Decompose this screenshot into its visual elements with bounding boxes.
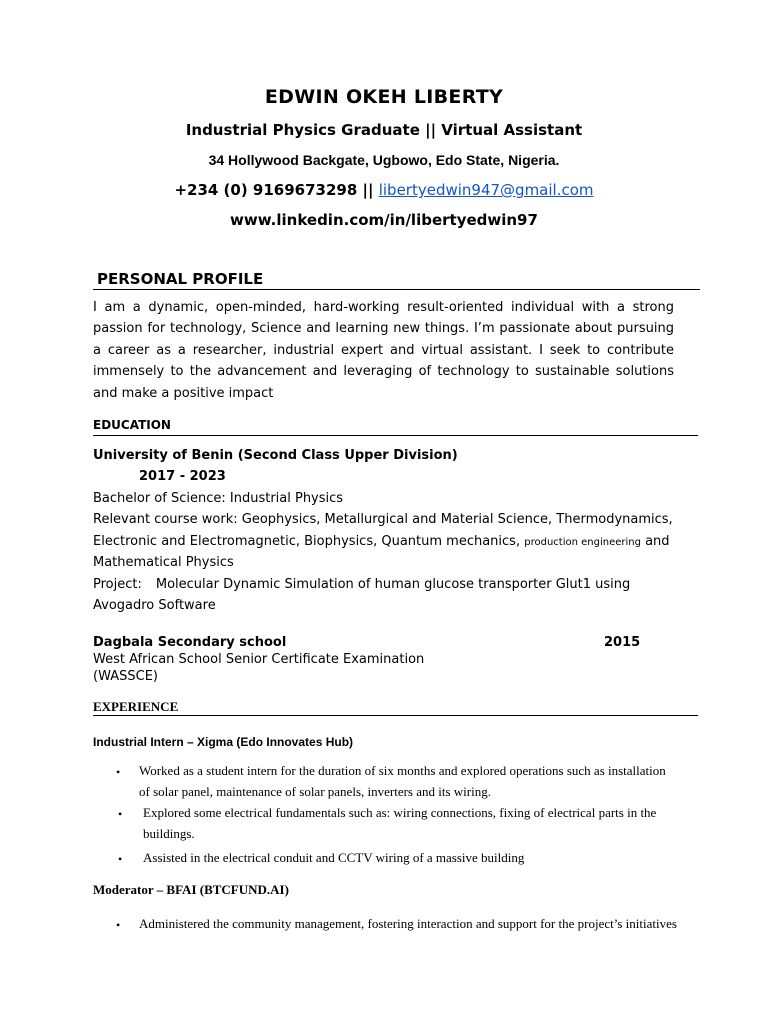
contact-line xyxy=(0,181,768,199)
job-1-bullet-1-line-1: Worked as a student intern for the duration of six months and explored operations such as installation xyxy=(139,763,666,778)
coursework-line-2-main: Electronic and Electromagnetic, Biophysics, Quantum mechanics, xyxy=(93,534,521,549)
job-1-bullet-2 xyxy=(143,802,656,844)
coursework-line-2 xyxy=(93,534,670,549)
email-link[interactable]: libertyedwin947@gmail.com xyxy=(378,181,594,199)
candidate-subtitle: Industrial Physics Graduate || Virtual Assistant xyxy=(185,121,583,139)
degree: Bachelor of Science: Industrial Physics xyxy=(93,491,344,506)
job-1-bullet-1 xyxy=(139,760,666,802)
coursework-line-2-small: production engineering xyxy=(524,537,641,548)
experience-divider xyxy=(93,715,698,716)
profile-heading: PERSONAL PROFILE xyxy=(97,270,264,288)
job-1-bullet-3-icon: • xyxy=(118,852,123,866)
job-1-title: Industrial Intern – Xigma (Edo Innovates Hub) xyxy=(93,735,354,749)
project-line-2: Avogadro Software xyxy=(93,598,216,613)
job-2-bullet-1: Administered the community management, fostering interaction and support for the project’s initiatives xyxy=(139,916,677,931)
job-2-title: Moderator – BFAI (BTCFUND.AI) xyxy=(93,882,289,897)
job-1-bullet-1-icon: • xyxy=(116,765,121,779)
job-1-bullet-3: Assisted in the electrical conduit and CCTV wiring of a massive building xyxy=(143,850,525,865)
job-1-bullet-2-icon: • xyxy=(118,807,123,821)
school-name: Dagbala Secondary school xyxy=(93,635,287,650)
university-name: University of Benin (Second Class Upper Division) xyxy=(93,448,458,463)
job-1-bullet-2-line-1: Explored some electrical fundamentals such as: wiring connections, fixing of electrical parts in the xyxy=(143,805,657,820)
coursework-line-1: Relevant course work: Geophysics, Metallurgical and Material Science, Thermodynamics, xyxy=(93,512,673,527)
coursework-line-2-end: and xyxy=(645,534,670,549)
university-years: 2017 - 2023 xyxy=(139,469,226,484)
project-label: Project: xyxy=(93,577,142,592)
project-text: Molecular Dynamic Simulation of human glucose transporter Glut1 using xyxy=(155,577,631,592)
profile-divider xyxy=(93,289,700,290)
certificate-line-1: West African School Senior Certificate Examination xyxy=(93,652,425,667)
linkedin-url: www.linkedin.com/in/libertyedwin97 xyxy=(230,211,538,229)
education-heading: EDUCATION xyxy=(93,418,171,432)
phone-number: +234 (0) 9169673298 || xyxy=(174,181,374,199)
school-year: 2015 xyxy=(604,635,641,650)
experience-heading: EXPERIENCE xyxy=(93,699,179,714)
candidate-name: EDWIN OKEH LIBERTY xyxy=(264,86,504,108)
job-1-bullet-1-line-2: of solar panel, maintenance of solar panels, inverters and its wiring. xyxy=(139,784,491,799)
job-1-bullet-2-line-2: buildings. xyxy=(143,826,195,841)
job-2-bullet-1-icon: • xyxy=(116,918,121,932)
certificate-line-2: (WASSCE) xyxy=(93,669,158,684)
candidate-address: 34 Hollywood Backgate, Ugbowo, Edo State, Nigeria. xyxy=(208,152,560,168)
education-divider xyxy=(93,435,698,436)
coursework-line-3: Mathematical Physics xyxy=(93,555,234,570)
project-line-1 xyxy=(93,577,630,592)
profile-text: I am a dynamic, open-minded, hard-working result-oriented individual with a strong passion for technology, Science and learning new things. I’m passionate about pursuing a career as a researcher, industrial expert and virtual assistant. I seek to contribute immensely to the advancement and leveraging of technology to sustainable solutions and make a positive impact xyxy=(93,300,674,401)
